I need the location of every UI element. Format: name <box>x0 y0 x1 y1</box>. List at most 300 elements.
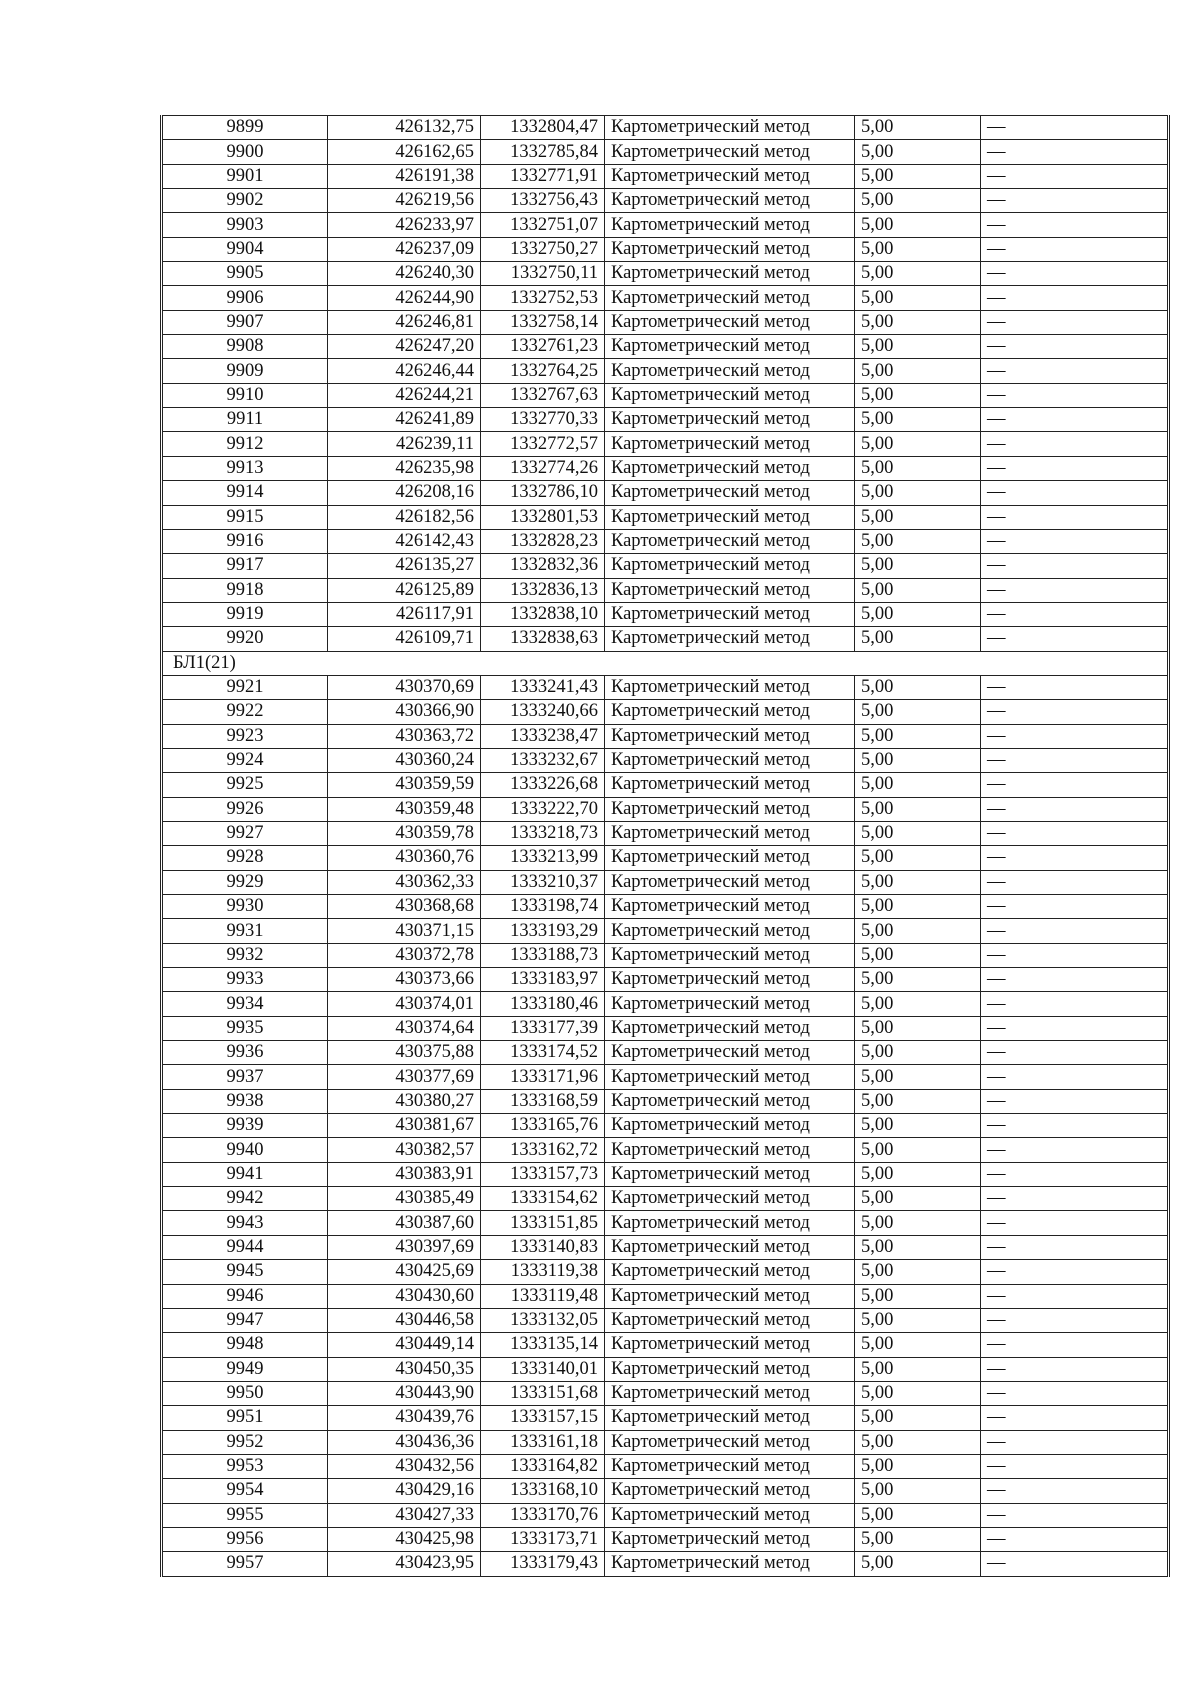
note-cell: — <box>981 1381 1169 1405</box>
y-coordinate-cell: 1332750,11 <box>481 262 605 286</box>
point-number-cell: 9917 <box>162 554 328 578</box>
accuracy-cell: 5,00 <box>855 1454 981 1478</box>
x-coordinate-cell: 430429,16 <box>328 1479 481 1503</box>
point-number-cell: 9904 <box>162 237 328 261</box>
method-cell: Картометрический метод <box>605 1479 855 1503</box>
table-row <box>162 895 1169 919</box>
table-row <box>162 968 1169 992</box>
accuracy-cell: 5,00 <box>855 1503 981 1527</box>
method-cell: Картометрический метод <box>605 1041 855 1065</box>
note-cell: — <box>981 1162 1169 1186</box>
note-cell: — <box>981 456 1169 480</box>
point-number-cell: 9913 <box>162 456 328 480</box>
coordinates-table-body <box>162 116 1169 1577</box>
method-cell: Картометрический метод <box>605 919 855 943</box>
y-coordinate-cell: 1333193,29 <box>481 919 605 943</box>
note-cell: — <box>981 432 1169 456</box>
method-cell: Картометрический метод <box>605 700 855 724</box>
x-coordinate-cell: 426233,97 <box>328 213 481 237</box>
y-coordinate-cell: 1333232,67 <box>481 748 605 772</box>
method-cell: Картометрический метод <box>605 724 855 748</box>
table-row <box>162 1260 1169 1284</box>
note-cell: — <box>981 286 1169 310</box>
table-row <box>162 1381 1169 1405</box>
point-number-cell: 9924 <box>162 748 328 772</box>
method-cell: Картометрический метод <box>605 310 855 334</box>
x-coordinate-cell: 430383,91 <box>328 1162 481 1186</box>
y-coordinate-cell: 1333173,71 <box>481 1527 605 1551</box>
method-cell: Картометрический метод <box>605 286 855 310</box>
x-coordinate-cell: 430372,78 <box>328 943 481 967</box>
table-row <box>162 1089 1169 1113</box>
note-cell: — <box>981 1454 1169 1478</box>
accuracy-cell: 5,00 <box>855 432 981 456</box>
point-number-cell: 9947 <box>162 1308 328 1332</box>
method-cell: Картометрический метод <box>605 1138 855 1162</box>
table-row <box>162 1406 1169 1430</box>
y-coordinate-cell: 1332838,10 <box>481 602 605 626</box>
x-coordinate-cell: 430450,35 <box>328 1357 481 1381</box>
note-cell: — <box>981 968 1169 992</box>
point-number-cell: 9926 <box>162 797 328 821</box>
method-cell: Картометрический метод <box>605 529 855 553</box>
accuracy-cell: 5,00 <box>855 578 981 602</box>
x-coordinate-cell: 430362,33 <box>328 870 481 894</box>
table-row <box>162 675 1169 699</box>
x-coordinate-cell: 426132,75 <box>328 116 481 140</box>
y-coordinate-cell: 1333162,72 <box>481 1138 605 1162</box>
accuracy-cell: 5,00 <box>855 1041 981 1065</box>
note-cell: — <box>981 554 1169 578</box>
point-number-cell: 9948 <box>162 1333 328 1357</box>
table-row <box>162 1138 1169 1162</box>
accuracy-cell: 5,00 <box>855 286 981 310</box>
accuracy-cell: 5,00 <box>855 1260 981 1284</box>
note-cell: — <box>981 164 1169 188</box>
y-coordinate-cell: 1333119,48 <box>481 1284 605 1308</box>
y-coordinate-cell: 1333135,14 <box>481 1333 605 1357</box>
method-cell: Картометрический метод <box>605 237 855 261</box>
point-number-cell: 9953 <box>162 1454 328 1478</box>
table-row <box>162 1016 1169 1040</box>
method-cell: Картометрический метод <box>605 1503 855 1527</box>
note-cell: — <box>981 675 1169 699</box>
table-row <box>162 1430 1169 1454</box>
method-cell: Картометрический метод <box>605 627 855 651</box>
note-cell: — <box>981 1235 1169 1259</box>
note-cell: — <box>981 602 1169 626</box>
point-number-cell: 9956 <box>162 1527 328 1551</box>
y-coordinate-cell: 1332801,53 <box>481 505 605 529</box>
point-number-cell: 9929 <box>162 870 328 894</box>
note-cell: — <box>981 310 1169 334</box>
accuracy-cell: 5,00 <box>855 189 981 213</box>
method-cell: Картометрический метод <box>605 262 855 286</box>
table-row <box>162 189 1169 213</box>
accuracy-cell: 5,00 <box>855 1114 981 1138</box>
x-coordinate-cell: 430360,76 <box>328 846 481 870</box>
method-cell: Картометрический метод <box>605 505 855 529</box>
y-coordinate-cell: 1332758,14 <box>481 310 605 334</box>
accuracy-cell: 5,00 <box>855 140 981 164</box>
x-coordinate-cell: 426135,27 <box>328 554 481 578</box>
method-cell: Картометрический метод <box>605 1016 855 1040</box>
method-cell: Картометрический метод <box>605 1284 855 1308</box>
accuracy-cell: 5,00 <box>855 554 981 578</box>
x-coordinate-cell: 430373,66 <box>328 968 481 992</box>
note-cell: — <box>981 1284 1169 1308</box>
method-cell: Картометрический метод <box>605 1065 855 1089</box>
x-coordinate-cell: 430446,58 <box>328 1308 481 1332</box>
table-row <box>162 481 1169 505</box>
y-coordinate-cell: 1332774,26 <box>481 456 605 480</box>
x-coordinate-cell: 426244,90 <box>328 286 481 310</box>
y-coordinate-cell: 1333151,68 <box>481 1381 605 1405</box>
note-cell: — <box>981 919 1169 943</box>
y-coordinate-cell: 1333213,99 <box>481 846 605 870</box>
method-cell: Картометрический метод <box>605 408 855 432</box>
table-row <box>162 237 1169 261</box>
point-number-cell: 9937 <box>162 1065 328 1089</box>
method-cell: Картометрический метод <box>605 968 855 992</box>
point-number-cell: 9909 <box>162 359 328 383</box>
note-cell: — <box>981 140 1169 164</box>
table-row <box>162 1187 1169 1211</box>
method-cell: Картометрический метод <box>605 578 855 602</box>
note-cell: — <box>981 1308 1169 1332</box>
accuracy-cell: 5,00 <box>855 1187 981 1211</box>
x-coordinate-cell: 430359,59 <box>328 773 481 797</box>
y-coordinate-cell: 1333157,73 <box>481 1162 605 1186</box>
table-row <box>162 1114 1169 1138</box>
point-number-cell: 9941 <box>162 1162 328 1186</box>
point-number-cell: 9922 <box>162 700 328 724</box>
x-coordinate-cell: 430366,90 <box>328 700 481 724</box>
accuracy-cell: 5,00 <box>855 481 981 505</box>
accuracy-cell: 5,00 <box>855 602 981 626</box>
note-cell: — <box>981 578 1169 602</box>
y-coordinate-cell: 1333188,73 <box>481 943 605 967</box>
note-cell: — <box>981 359 1169 383</box>
x-coordinate-cell: 430374,64 <box>328 1016 481 1040</box>
accuracy-cell: 5,00 <box>855 821 981 845</box>
table-row <box>162 919 1169 943</box>
y-coordinate-cell: 1333140,01 <box>481 1357 605 1381</box>
point-number-cell: 9915 <box>162 505 328 529</box>
method-cell: Картометрический метод <box>605 675 855 699</box>
method-cell: Картометрический метод <box>605 359 855 383</box>
table-row <box>162 797 1169 821</box>
table-row <box>162 310 1169 334</box>
method-cell: Картометрический метод <box>605 1308 855 1332</box>
accuracy-cell: 5,00 <box>855 310 981 334</box>
y-coordinate-cell: 1333132,05 <box>481 1308 605 1332</box>
point-number-cell: 9950 <box>162 1381 328 1405</box>
table-row <box>162 992 1169 1016</box>
x-coordinate-cell: 426244,21 <box>328 383 481 407</box>
accuracy-cell: 5,00 <box>855 797 981 821</box>
accuracy-cell: 5,00 <box>855 675 981 699</box>
point-number-cell: 9899 <box>162 116 328 140</box>
x-coordinate-cell: 426125,89 <box>328 578 481 602</box>
y-coordinate-cell: 1333180,46 <box>481 992 605 1016</box>
y-coordinate-cell: 1332828,23 <box>481 529 605 553</box>
y-coordinate-cell: 1333154,62 <box>481 1187 605 1211</box>
method-cell: Картометрический метод <box>605 432 855 456</box>
x-coordinate-cell: 430371,15 <box>328 919 481 943</box>
point-number-cell: 9907 <box>162 310 328 334</box>
method-cell: Картометрический метод <box>605 870 855 894</box>
y-coordinate-cell: 1332767,63 <box>481 383 605 407</box>
x-coordinate-cell: 426247,20 <box>328 335 481 359</box>
accuracy-cell: 5,00 <box>855 1016 981 1040</box>
method-cell: Картометрический метод <box>605 895 855 919</box>
accuracy-cell: 5,00 <box>855 846 981 870</box>
table-row <box>162 432 1169 456</box>
x-coordinate-cell: 430443,90 <box>328 1381 481 1405</box>
method-cell: Картометрический метод <box>605 140 855 164</box>
x-coordinate-cell: 426241,89 <box>328 408 481 432</box>
x-coordinate-cell: 426109,71 <box>328 627 481 651</box>
y-coordinate-cell: 1333140,83 <box>481 1235 605 1259</box>
method-cell: Картометрический метод <box>605 1162 855 1186</box>
note-cell: — <box>981 213 1169 237</box>
note-cell: — <box>981 1260 1169 1284</box>
x-coordinate-cell: 430439,76 <box>328 1406 481 1430</box>
note-cell: — <box>981 1187 1169 1211</box>
table-row <box>162 1284 1169 1308</box>
y-coordinate-cell: 1333161,18 <box>481 1430 605 1454</box>
y-coordinate-cell: 1333168,59 <box>481 1089 605 1113</box>
table-row <box>162 1552 1169 1576</box>
y-coordinate-cell: 1333218,73 <box>481 821 605 845</box>
y-coordinate-cell: 1332838,63 <box>481 627 605 651</box>
note-cell: — <box>981 116 1169 140</box>
method-cell: Картометрический метод <box>605 1527 855 1551</box>
x-coordinate-cell: 430385,49 <box>328 1187 481 1211</box>
x-coordinate-cell: 426237,09 <box>328 237 481 261</box>
x-coordinate-cell: 430382,57 <box>328 1138 481 1162</box>
point-number-cell: 9930 <box>162 895 328 919</box>
point-number-cell: 9920 <box>162 627 328 651</box>
table-row <box>162 456 1169 480</box>
accuracy-cell: 5,00 <box>855 1381 981 1405</box>
point-number-cell: 9955 <box>162 1503 328 1527</box>
x-coordinate-cell: 430425,98 <box>328 1527 481 1551</box>
point-number-cell: 9940 <box>162 1138 328 1162</box>
note-cell: — <box>981 237 1169 261</box>
point-number-cell: 9952 <box>162 1430 328 1454</box>
point-number-cell: 9928 <box>162 846 328 870</box>
point-number-cell: 9927 <box>162 821 328 845</box>
note-cell: — <box>981 1089 1169 1113</box>
point-number-cell: 9919 <box>162 602 328 626</box>
y-coordinate-cell: 1332772,57 <box>481 432 605 456</box>
table-row <box>162 408 1169 432</box>
table-row <box>162 262 1169 286</box>
method-cell: Картометрический метод <box>605 1187 855 1211</box>
method-cell: Картометрический метод <box>605 846 855 870</box>
accuracy-cell: 5,00 <box>855 1162 981 1186</box>
method-cell: Картометрический метод <box>605 821 855 845</box>
y-coordinate-cell: 1333226,68 <box>481 773 605 797</box>
table-row <box>162 383 1169 407</box>
x-coordinate-cell: 426142,43 <box>328 529 481 553</box>
point-number-cell: 9911 <box>162 408 328 432</box>
point-number-cell: 9954 <box>162 1479 328 1503</box>
note-cell: — <box>981 481 1169 505</box>
y-coordinate-cell: 1333164,82 <box>481 1454 605 1478</box>
x-coordinate-cell: 426162,65 <box>328 140 481 164</box>
y-coordinate-cell: 1333170,76 <box>481 1503 605 1527</box>
method-cell: Картометрический метод <box>605 383 855 407</box>
method-cell: Картометрический метод <box>605 1114 855 1138</box>
x-coordinate-cell: 426219,56 <box>328 189 481 213</box>
x-coordinate-cell: 430430,60 <box>328 1284 481 1308</box>
y-coordinate-cell: 1333171,96 <box>481 1065 605 1089</box>
accuracy-cell: 5,00 <box>855 359 981 383</box>
table-row <box>162 870 1169 894</box>
note-cell: — <box>981 1552 1169 1576</box>
note-cell: — <box>981 1114 1169 1138</box>
note-cell: — <box>981 724 1169 748</box>
point-number-cell: 9901 <box>162 164 328 188</box>
accuracy-cell: 5,00 <box>855 1430 981 1454</box>
method-cell: Картометрический метод <box>605 943 855 967</box>
note-cell: — <box>981 1527 1169 1551</box>
point-number-cell: 9944 <box>162 1235 328 1259</box>
note-cell: — <box>981 700 1169 724</box>
y-coordinate-cell: 1332751,07 <box>481 213 605 237</box>
table-row <box>162 1041 1169 1065</box>
accuracy-cell: 5,00 <box>855 529 981 553</box>
table-row <box>162 286 1169 310</box>
table-row <box>162 1479 1169 1503</box>
point-number-cell: 9906 <box>162 286 328 310</box>
point-number-cell: 9912 <box>162 432 328 456</box>
point-number-cell: 9949 <box>162 1357 328 1381</box>
point-number-cell: 9903 <box>162 213 328 237</box>
accuracy-cell: 5,00 <box>855 335 981 359</box>
y-coordinate-cell: 1332756,43 <box>481 189 605 213</box>
accuracy-cell: 5,00 <box>855 1089 981 1113</box>
accuracy-cell: 5,00 <box>855 748 981 772</box>
table-row <box>162 140 1169 164</box>
table-row <box>162 116 1169 140</box>
x-coordinate-cell: 426240,30 <box>328 262 481 286</box>
y-coordinate-cell: 1332832,36 <box>481 554 605 578</box>
table-row <box>162 1454 1169 1478</box>
table-row <box>162 748 1169 772</box>
point-number-cell: 9910 <box>162 383 328 407</box>
table-row <box>162 724 1169 748</box>
method-cell: Картометрический метод <box>605 554 855 578</box>
accuracy-cell: 5,00 <box>855 262 981 286</box>
accuracy-cell: 5,00 <box>855 968 981 992</box>
y-coordinate-cell: 1332771,91 <box>481 164 605 188</box>
accuracy-cell: 5,00 <box>855 505 981 529</box>
y-coordinate-cell: 1333222,70 <box>481 797 605 821</box>
y-coordinate-cell: 1333179,43 <box>481 1552 605 1576</box>
y-coordinate-cell: 1333238,47 <box>481 724 605 748</box>
point-number-cell: 9925 <box>162 773 328 797</box>
note-cell: — <box>981 870 1169 894</box>
note-cell: — <box>981 627 1169 651</box>
point-number-cell: 9931 <box>162 919 328 943</box>
note-cell: — <box>981 1406 1169 1430</box>
x-coordinate-cell: 430370,69 <box>328 675 481 699</box>
x-coordinate-cell: 430377,69 <box>328 1065 481 1089</box>
x-coordinate-cell: 430380,27 <box>328 1089 481 1113</box>
point-number-cell: 9942 <box>162 1187 328 1211</box>
method-cell: Картометрический метод <box>605 1454 855 1478</box>
table-row <box>162 554 1169 578</box>
note-cell: — <box>981 846 1169 870</box>
y-coordinate-cell: 1333168,10 <box>481 1479 605 1503</box>
table-row <box>162 602 1169 626</box>
method-cell: Картометрический метод <box>605 992 855 1016</box>
table-row <box>162 578 1169 602</box>
accuracy-cell: 5,00 <box>855 943 981 967</box>
x-coordinate-cell: 426235,98 <box>328 456 481 480</box>
table-row <box>162 821 1169 845</box>
accuracy-cell: 5,00 <box>855 408 981 432</box>
table-row <box>162 700 1169 724</box>
accuracy-cell: 5,00 <box>855 992 981 1016</box>
point-number-cell: 9905 <box>162 262 328 286</box>
table-row <box>162 943 1169 967</box>
method-cell: Картометрический метод <box>605 213 855 237</box>
accuracy-cell: 5,00 <box>855 456 981 480</box>
table-row <box>162 164 1169 188</box>
accuracy-cell: 5,00 <box>855 870 981 894</box>
table-row <box>162 529 1169 553</box>
y-coordinate-cell: 1333151,85 <box>481 1211 605 1235</box>
method-cell: Картометрический метод <box>605 164 855 188</box>
x-coordinate-cell: 430397,69 <box>328 1235 481 1259</box>
table-row <box>162 505 1169 529</box>
method-cell: Картометрический метод <box>605 1552 855 1576</box>
point-number-cell: 9902 <box>162 189 328 213</box>
x-coordinate-cell: 430427,33 <box>328 1503 481 1527</box>
x-coordinate-cell: 430368,68 <box>328 895 481 919</box>
note-cell: — <box>981 1041 1169 1065</box>
method-cell: Картометрический метод <box>605 1381 855 1405</box>
x-coordinate-cell: 430423,95 <box>328 1552 481 1576</box>
x-coordinate-cell: 426246,81 <box>328 310 481 334</box>
accuracy-cell: 5,00 <box>855 1284 981 1308</box>
accuracy-cell: 5,00 <box>855 773 981 797</box>
y-coordinate-cell: 1332836,13 <box>481 578 605 602</box>
x-coordinate-cell: 426208,16 <box>328 481 481 505</box>
y-coordinate-cell: 1333174,52 <box>481 1041 605 1065</box>
x-coordinate-cell: 426246,44 <box>328 359 481 383</box>
point-number-cell: 9951 <box>162 1406 328 1430</box>
accuracy-cell: 5,00 <box>855 1527 981 1551</box>
method-cell: Картометрический метод <box>605 481 855 505</box>
method-cell: Картометрический метод <box>605 602 855 626</box>
note-cell: — <box>981 1138 1169 1162</box>
note-cell: — <box>981 1503 1169 1527</box>
x-coordinate-cell: 430359,78 <box>328 821 481 845</box>
x-coordinate-cell: 430449,14 <box>328 1333 481 1357</box>
method-cell: Картометрический метод <box>605 1333 855 1357</box>
x-coordinate-cell: 430436,36 <box>328 1430 481 1454</box>
note-cell: — <box>981 262 1169 286</box>
x-coordinate-cell: 426239,11 <box>328 432 481 456</box>
point-number-cell: 9938 <box>162 1089 328 1113</box>
accuracy-cell: 5,00 <box>855 164 981 188</box>
